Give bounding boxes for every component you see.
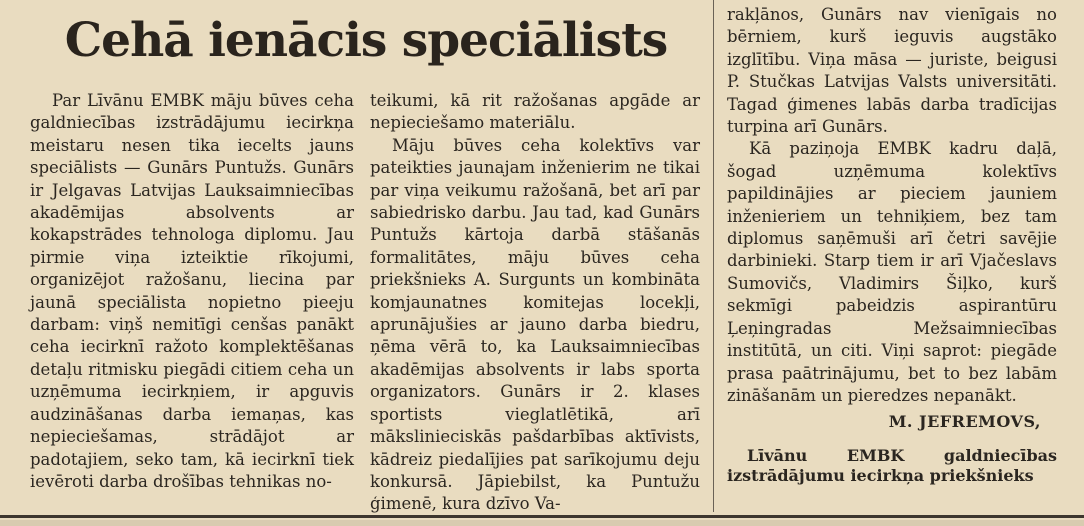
column-3-paragraph: Kā paziņoja EMBK kadru daļā, šogad uzņēmuma kolektīvs papildinājies ar pieciem jauniem inženieriem un tehniķiem, bez tam diplomus saņēmuši arī četri savējie darbinieki. Starp tiem ir arī Vjačeslavs Sumovičs, Vladimirs Šiļko, kurš sekmīgi pabeidzis aspirantūru Ļeņingradas Mežsaimniecības institūtā, un citi. Viņi saprot: piegāde prasa paātrinājumu, bet to bez labām zināšanām un pieredzes nepanākt. xyxy=(727,139,1057,405)
column-3-continuation: rakļānos, Gunārs nav vienīgais no bērniem, kurš ieguvis augstāko izglītību. Viņa māsa — juriste, beigusi P. Stučkas Latvijas Valsts universitāti. Tagad ģimenes labās darba tradīcijas turpina arī Gunārs. xyxy=(727,5,1057,137)
column-1-paragraph-1: Par Līvānu EMBK māju būves ceha galdniecības izstrādājumu iecirkņa meistaru nesen tika iecelts jauns speciālists — Gunārs Puntužs. Gunārs ir Jelgavas Latvijas Lauksaimniecības akadēmijas absolvents ar kokapstrādes tehnologa diplomu. Jau pirmie viņa izteiktie rīkojumi, organizējot ražošanu, liecina par jaunā speciālista nopietno pieeju darbam: viņš nemitīgi cenšas panākt ceha iecirknī ražoto komplektēšanas detaļu ritmisku piegādi citiem ceha un uzņēmuma iecirkņiem, ir apguvis audzināšanas darba iemaņas, kas nepieciešamas, strādājot ar padotajiem, seko tam, kā iecirknī tiek ievēroti darba drošības tehnikas no- xyxy=(30,91,354,491)
column-2-paragraph-2: Māju būves ceha kolektīvs var pateikties jaunajam inženierim ne tikai par viņa veikumu ražošanā, bet arī par sabiedrisko darbu. Jau tad, kad Gunārs Puntužs kārtoja darbā stāšanās formalitātes, māju būves ceha priekšnieks A. Surgunts un kombināta komjaunatnes komitejas locekļi, aprunājušies ar jauno darba biedru, ņēma vērā to, ka Lauksaimniecības akadēmijas absolvents ir labs sporta organizators. Gunārs ir 2. klases sportists vieglatlētikā, arī mākslinieciskās pašdarbības aktīvists, kādreiz piedalījies pat sarīkojumu deju konkursā. Jāpiebilst, ka Puntužu ģimenē, kura dzīvo Va- xyxy=(370,135,700,514)
article-column-2 xyxy=(370,90,700,516)
next-article-edge xyxy=(0,520,1084,526)
author-title-caption: Līvānu EMBK galdniecības izstrādājumu iecirkņa priekšnieks xyxy=(727,445,1057,485)
column-divider xyxy=(713,0,714,512)
author-signature: M. JEFREMOVS, xyxy=(888,412,1041,432)
article-headline: Cehā ienācis speciālists xyxy=(64,13,668,68)
column-2-continuation: teikumi, kā rit ražošanas apgāde ar nepieciešamo materiālu. xyxy=(370,91,700,133)
article-column-3 xyxy=(727,4,1057,486)
article-column-1 xyxy=(30,90,354,493)
bottom-rule xyxy=(0,515,1084,518)
